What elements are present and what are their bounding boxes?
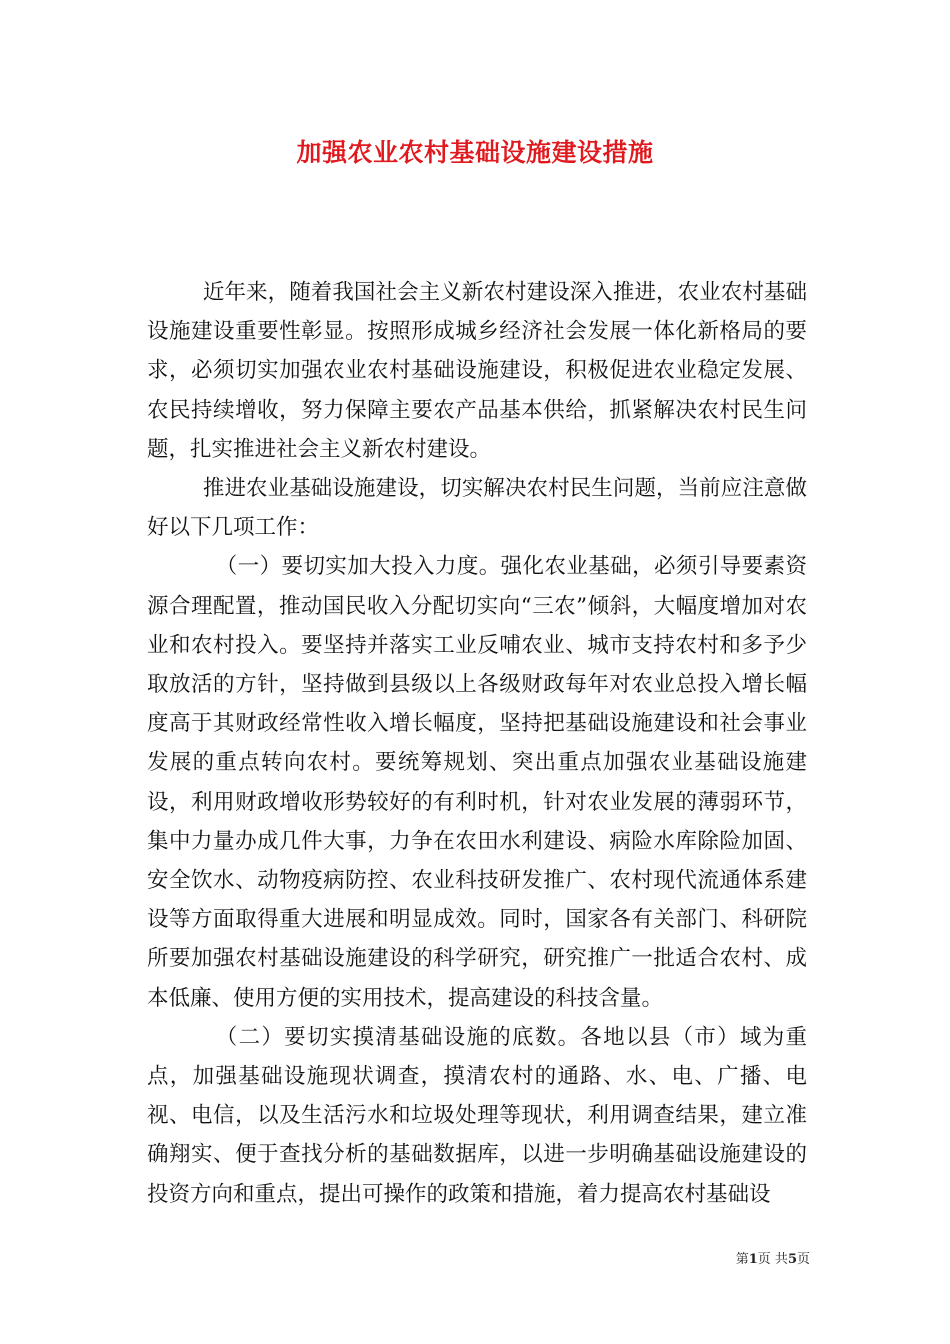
footer-prefix: 第	[735, 1252, 749, 1267]
footer-middle: 页 共	[757, 1252, 788, 1267]
paragraph-item-1: （一）要切实加大投入力度。强化农业基础，必须引导要素资源合理配置，推动国民收入分配切实向“三农”倾斜，大幅度增加对农业和农村投入。要坚持并落实工业反哺农业、城市支持农村和多予少取放活的方针，坚持做到县级以上各级财政每年对农业总投入增长幅度高于其财政经常性收入增长幅度，坚持把基础设施建设和社会事业发展的重点转向农村。要统筹规划、突出重点加强农业基础设施建设，利用财政增收形势较好的有利时机，针对农业发展的薄弱环节，集中力量办成几件大事，力争在农田水利建设、病险水库除险加固、安全饮水、动物疫病防控、农业科技研发推广、农村现代流通体系建设等方面取得重大进展和明显成效。同时，国家各有关部门、科研院所要加强农村基础设施建设的科学研究，研究推广一批适合农村、成本低廉、使用方便的实用技术，提高建设的科技含量。	[147, 554, 807, 1011]
footer-total-pages: 5	[787, 1252, 797, 1267]
paragraph-tasks-lead: 推进农业基础设施建设，切实解决农村民生问题，当前应注意做好以下几项工作：	[147, 476, 807, 541]
paragraph-item-2: （二）要切实摸清基础设施的底数。各地以县（市）域为重点，加强基础设施现状调查，摸清农村的通路、水、电、广播、电视、电信，以及生活污水和垃圾处理等现状，利用调查结果，建立准确翔实、便于查找分析的基础数据库，以进一步明确基础设施建设的投资方向和重点，提出可操作的政策和措施，着力提高农村基础设	[147, 1024, 807, 1207]
page-number-footer	[700, 1248, 810, 1267]
footer-current-page: 1	[748, 1252, 758, 1267]
document-body	[147, 273, 807, 1214]
paragraph-intro: 近年来，随着我国社会主义新农村建设深入推进，农业农村基础设施建设重要性彰显。按照形成城乡经济社会发展一体化新格局的要求，必须切实加强农业农村基础设施建设，积极促进农业稳定发展、农民持续增收，努力保障主要农产品基本供给，抓紧解决农村民生问题，扎实推进社会主义新农村建设。	[147, 280, 807, 462]
footer-suffix: 页	[796, 1252, 810, 1267]
document-title: 加强农业农村基础设施建设措施	[296, 138, 654, 167]
